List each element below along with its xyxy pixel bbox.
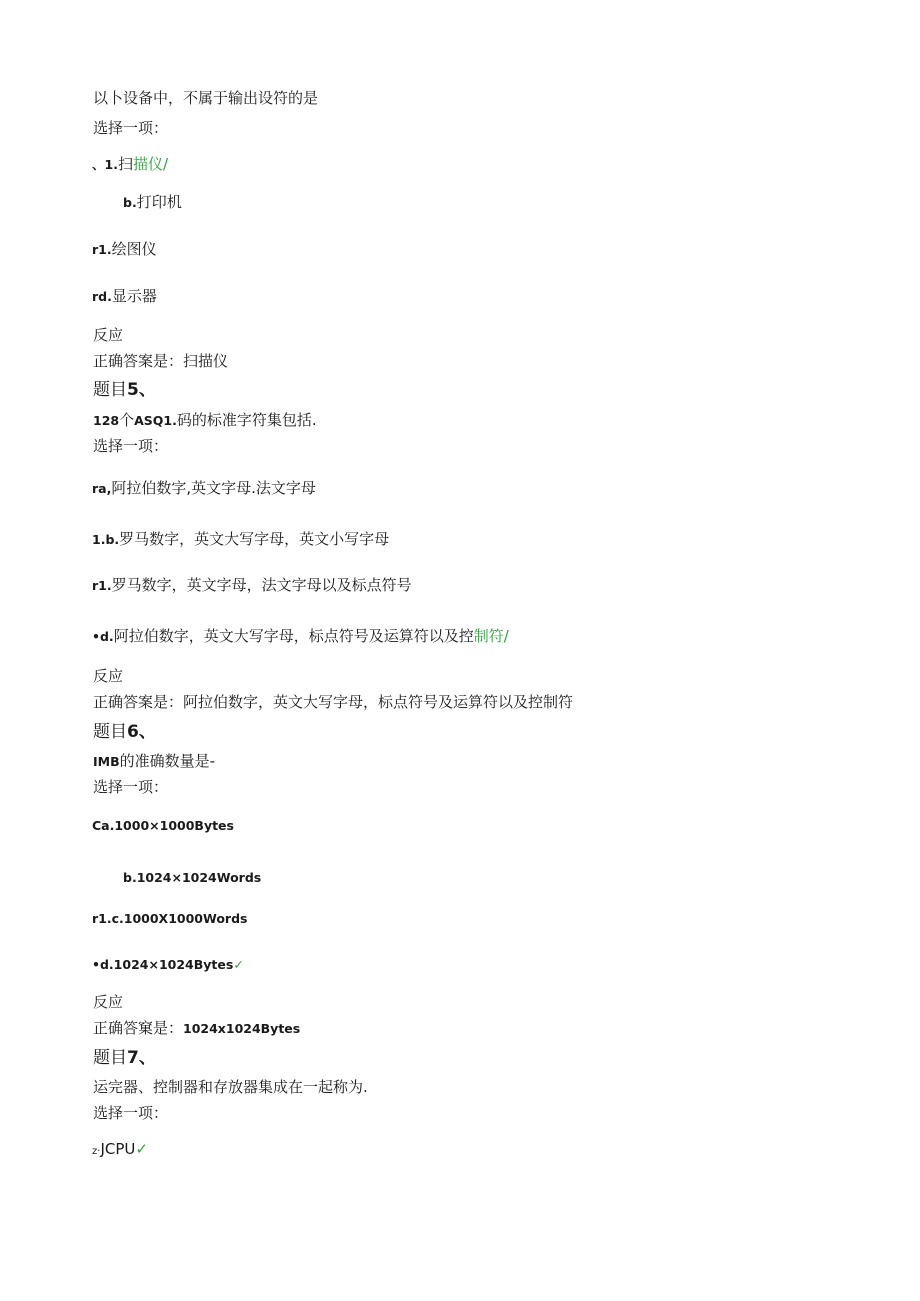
q7-option-a[interactable] (92, 1142, 148, 1157)
question-title: 题目6、 (93, 722, 156, 742)
option-label: 罗马数字，英文大写字母，英文小写字母 (119, 530, 390, 548)
option-label: 扫 (117, 155, 133, 173)
option-prefix: z· (92, 1146, 101, 1157)
q5-option-a[interactable] (92, 481, 316, 496)
option-label: 阿拉伯数字,英文字母.法文字母 (111, 479, 316, 497)
option-prefix: r1. (92, 578, 112, 593)
choose-one-label: 选择一项： (93, 1104, 169, 1122)
q6-option-b[interactable] (123, 872, 261, 885)
option-label: Ca.1000×1000Bytes (92, 818, 234, 833)
q5-option-b[interactable] (92, 532, 389, 547)
option-label: JCPU (100, 1140, 136, 1158)
question-5-text: 128个ASQ1.码的标准字符集包括. (93, 411, 317, 429)
feedback-label: 反应 (93, 667, 124, 685)
q5-option-d[interactable] (92, 629, 509, 644)
option-prefix: 、1. (92, 157, 118, 172)
choose-one-label: 选择一项： (93, 437, 169, 455)
option-label: 罗马数字，英文字母，法文字母以及标点符号 (111, 576, 412, 594)
feedback-label: 反应 (93, 326, 124, 344)
question-title: 题目5、 (93, 380, 156, 400)
question-title: 题目7、 (93, 1048, 156, 1068)
option-prefix: r1. (92, 242, 112, 257)
q4-option-a[interactable] (92, 157, 168, 172)
correct-mark: 描仪/ (132, 155, 169, 173)
q6-option-d[interactable] (92, 959, 244, 972)
correct-answer: 正确答案是：阿拉伯数字，英文大写字母，标点符号及运算符以及控制符 (93, 693, 574, 711)
correct-mark: ✓ (135, 1140, 148, 1158)
option-label: 绘图仪 (111, 240, 157, 258)
option-label: •d.1024×1024Bytes (92, 957, 234, 972)
option-prefix: rd. (92, 289, 112, 304)
q4-option-b[interactable] (123, 195, 182, 210)
correct-answer: 正确答窠是：1024x1024Bytes (93, 1019, 301, 1037)
q4-option-d[interactable] (92, 289, 157, 304)
option-label: b.1024×1024Words (123, 870, 262, 885)
question-7-text: 运完器、控制器和存放器集成在一起称为. (93, 1078, 368, 1096)
option-label: r1.c.1000X1000Words (92, 911, 248, 926)
feedback-label: 反应 (93, 993, 124, 1011)
question-6-text: IMB的准确数量是- (93, 752, 216, 770)
correct-mark: 制符/ (473, 627, 509, 645)
q5-option-c[interactable] (92, 578, 412, 593)
option-prefix: 1.b. (92, 532, 120, 547)
q4-option-c[interactable] (92, 242, 157, 257)
option-label: 打印机 (136, 193, 182, 211)
correct-answer: 正确答案是：扫描仪 (93, 352, 229, 370)
q6-option-c[interactable] (92, 913, 247, 926)
option-label: 显示器 (111, 287, 157, 305)
option-prefix: ra, (92, 481, 112, 496)
q6-option-a[interactable] (92, 820, 234, 833)
correct-mark: ✓ (233, 957, 244, 972)
choose-one-label: 选择一项： (93, 778, 169, 796)
option-label: 阿拉伯数字，英文大写字母，标点符号及运算符以及控 (113, 627, 474, 645)
choose-one-label: 选择一项： (93, 119, 169, 137)
option-prefix: b. (123, 195, 137, 210)
option-prefix: •d. (92, 629, 114, 644)
question-4-text: 以卜设备中，不属于输出设符的是 (93, 89, 319, 107)
